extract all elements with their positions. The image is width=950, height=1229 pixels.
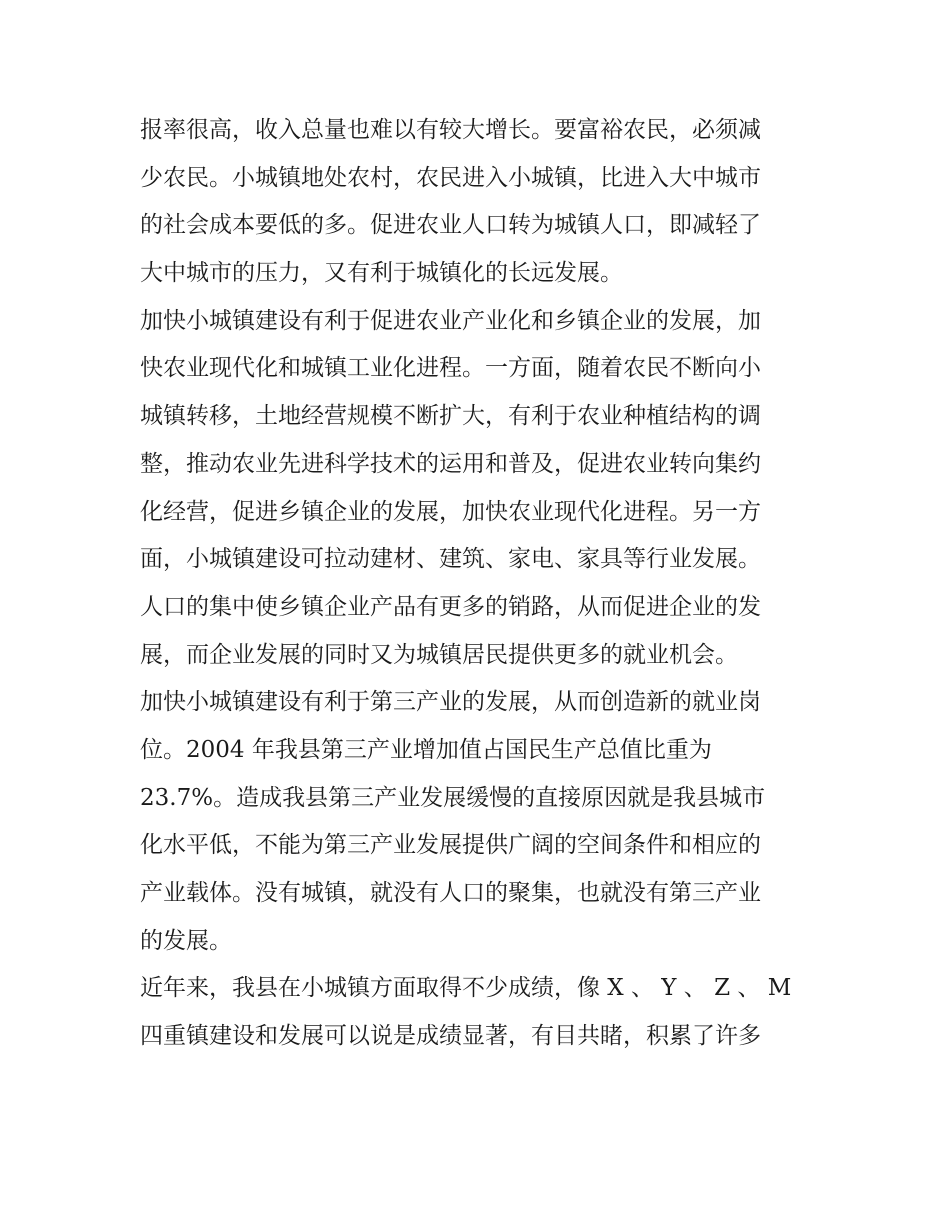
text-line: 城镇转移，土地经营规模不断扩大，有利于农业种植结构的调 xyxy=(140,403,761,430)
text-line: 人口的集中使乡镇企业产品有更多的销路，从而促进企业的发 xyxy=(140,593,761,620)
text-line: 四重镇建设和发展可以说是成绩显著，有目共睹，积累了许多 xyxy=(140,1023,761,1050)
text-line: 面，小城镇建设可拉动建材、建筑、家电、家具等行业发展。 xyxy=(140,546,761,573)
text-line: 加快小城镇建设有利于第三产业的发展，从而创造新的就业岗 xyxy=(140,689,761,716)
text-line: 产业载体。没有城镇，就没有人口的聚集，也就没有第三产业 xyxy=(140,880,761,906)
text-line: 位。2004 年我县第三产业增加值占国民生产总值比重为 xyxy=(140,736,712,763)
text-line: 化水平低，不能为第三产业发展提供广阔的空间条件和相应的 xyxy=(140,832,761,859)
text-line: 少农民。小城镇地处农村，农民进入小城镇，比进入大中城市 xyxy=(140,164,761,191)
text-line: 的发展。 xyxy=(140,927,232,954)
text-line: 23.7%。造成我县第三产业发展缓慢的直接原因就是我县城市 xyxy=(140,784,766,811)
text-line: 大中城市的压力，又有利于城镇化的长远发展。 xyxy=(140,260,623,287)
text-line: 报率很高，收入总量也难以有较大增长。要富裕农民，必须减 xyxy=(140,117,761,143)
text-line: 快农业现代化和城镇工业化进程。一方面，随着农民不断向小 xyxy=(140,355,761,382)
text-line: 近年来，我县在小城镇方面取得不少成绩，像 X 、 Y 、 Z 、 M xyxy=(140,975,792,1002)
body-text xyxy=(140,107,820,1061)
text-line: 整，推动农业先进科学技术的运用和普及，促进农业转向集约 xyxy=(140,450,761,477)
text-line: 的社会成本要低的多。促进农业人口转为城镇人口，即减轻了 xyxy=(140,212,761,239)
text-line: 展，而企业发展的同时又为城镇居民提供更多的就业机会。 xyxy=(140,641,738,668)
text-line: 化经营，促进乡镇企业的发展，加快农业现代化进程。另一方 xyxy=(140,498,761,525)
text-line: 加快小城镇建设有利于促进农业产业化和乡镇企业的发展，加 xyxy=(140,307,761,334)
